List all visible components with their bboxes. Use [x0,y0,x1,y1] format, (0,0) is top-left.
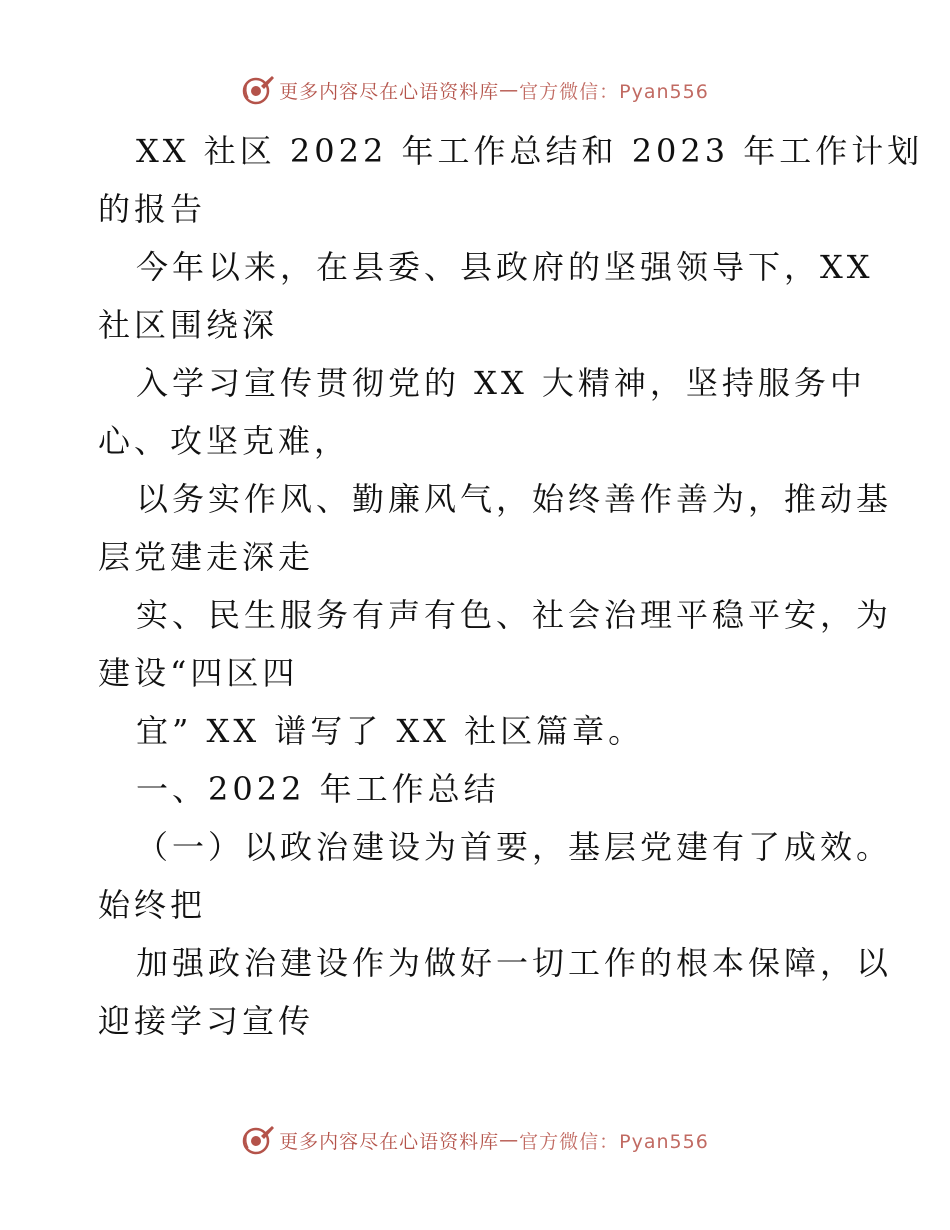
document-body [98,122,924,1050]
body-text-line: （一）以政治建设为首要，基层党建有了成效。 [136,828,893,866]
body-text-line: 一、2022 年工作总结 [136,770,500,808]
watermark-header [0,70,950,110]
body-text-line: 心、攻坚克难， [98,422,351,460]
watermark-text: 更多内容尽在心语资料库 [279,80,500,103]
watermark-footer [0,1120,950,1160]
body-text-line: 宜” XX 谱写了 XX 社区篇章。 [136,712,645,750]
body-text-line: 层党建走深走 [98,538,315,576]
watermark-text: 更多内容尽在心语资料库 [279,1130,500,1153]
body-text-line: 迎接学习宣传 [98,1002,315,1040]
body-text-line: 社区围绕深 [98,306,279,344]
pen-logo-icon [241,73,275,107]
watermark-wechat: 官方微信：Pyan556 [519,1130,709,1153]
watermark-dash: — [499,79,520,101]
body-text-line: 加强政治建设作为做好一切工作的根本保障，以 [136,944,893,982]
body-text-line: 始终把 [98,886,207,924]
body-text-line: 以务实作风、勤廉风气，始终善作善为，推动基 [136,480,893,518]
body-text-line: XX 社区 2022 年工作总结和 2023 年工作计划 [136,132,924,170]
body-text-line: 今年以来，在县委、县政府的坚强领导下，XX [136,248,874,286]
body-text-line: 建设“四区四 [98,654,299,692]
body-text-line: 的报告 [98,190,207,228]
watermark-dash: — [499,1129,520,1151]
watermark-wechat: 官方微信：Pyan556 [519,80,709,103]
body-text-line: 入学习宣传贯彻党的 XX 大精神，坚持服务中 [136,364,866,402]
body-text-line: 实、民生服务有声有色、社会治理平稳平安，为 [136,596,893,634]
pen-logo-icon [241,1123,275,1157]
